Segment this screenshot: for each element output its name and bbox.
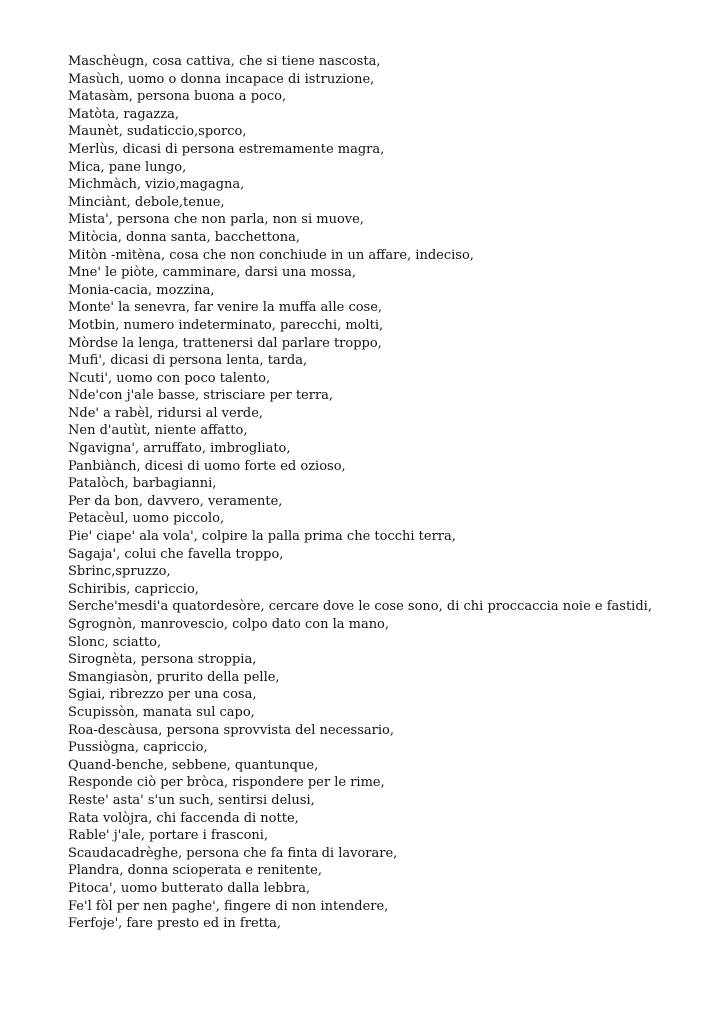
- glossary-entry: Ferfoje', fare presto ed in fretta,: [68, 916, 281, 932]
- glossary-entry: Merlùs, dicasi di persona estremamente magra,: [68, 141, 385, 157]
- glossary-entry: Fe'l fòl per nen paghe', fingere di non intendere,: [68, 898, 389, 914]
- glossary-entry: Responde ciò per bròca, rispondere per le rime,: [68, 775, 385, 791]
- glossary-entry: Patalòch, barbagianni,: [68, 476, 217, 492]
- glossary-entry: Sgrognòn, manrovescio, colpo dato con la mano,: [68, 617, 390, 632]
- glossary-entry: Rable' j'ale, portare i frasconi,: [68, 828, 269, 844]
- glossary-entry: Mne' le piòte, camminare, darsi una mossa,: [68, 265, 356, 281]
- glossary-entry: Minciànt, debole,tenue,: [68, 194, 225, 210]
- glossary-entry: Maschèugn, cosa cattiva, che si tiene nascosta,: [68, 54, 381, 69]
- glossary-entry: Mufi', dicasi di persona lenta, tarda,: [68, 353, 308, 369]
- glossary-entry: Nde'con j'ale basse, strisciare per terra,: [68, 388, 334, 404]
- glossary-entry: Matasàm, persona buona a poco,: [68, 89, 287, 105]
- glossary-entry: Quand-benche, sebbene, quantunque,: [68, 757, 319, 773]
- glossary-entry: Sbrinc,spruzzo,: [68, 564, 171, 580]
- glossary-entry: Smangiasòn, prurito della pelle,: [68, 669, 280, 685]
- glossary-entry: Sgiai, ribrezzo per una cosa,: [68, 687, 257, 703]
- glossary-entry: Sirognèta, persona stroppia,: [68, 652, 257, 668]
- glossary-entry: Panbiànch, dicesi di uomo forte ed ozioso,: [68, 458, 346, 474]
- glossary-entry: Sagaja', colui che favella troppo,: [68, 546, 284, 562]
- glossary-entry: Per da bon, davvero, veramente,: [68, 493, 283, 509]
- glossary-entry: Matòta, ragazza,: [68, 106, 179, 122]
- glossary-entry: Roa-descàusa, persona sprovvista del necessario,: [68, 722, 394, 738]
- glossary-entry: Plandra, donna scioperata e renitente,: [68, 863, 322, 879]
- glossary-entry: Mitòcia, donna santa, bacchettona,: [68, 229, 301, 245]
- glossary-entry: Mista', persona che non parla, non si muove,: [68, 212, 364, 228]
- glossary-entry: Mòrdse la lenga, trattenersi dal parlare troppo,: [68, 335, 382, 351]
- glossary-entry: Ncuti', uomo con poco talento,: [68, 370, 271, 386]
- glossary-entry: Michmàch, vizio,magagna,: [68, 177, 245, 193]
- glossary-entry: Rata volòjra, chi faccenda di notte,: [68, 810, 299, 826]
- glossary-entry: Maunèt, sudaticcio,sporco,: [68, 124, 247, 140]
- glossary-entry: Monia-cacia, mozzina,: [68, 282, 215, 298]
- glossary-entry: Mica, pane lungo,: [68, 159, 187, 175]
- glossary-entry: Nen d'autùt, niente affatto,: [68, 423, 248, 439]
- glossary-entry: Monte' la senevra, far venire la muffa alle cose,: [68, 300, 383, 316]
- glossary-entry: Pussiògna, capriccio,: [68, 740, 208, 756]
- glossary-list: [68, 53, 652, 933]
- glossary-entry: Pie' ciape' ala vola', colpire la palla prima che tocchi terra,: [68, 529, 456, 545]
- glossary-entry: Serche'mesdi'a quatordesòre, cercare dove le cose sono, di chi proccaccia noie e fastidi,: [68, 599, 652, 615]
- glossary-entry: Scupissòn, manata sul capo,: [68, 704, 255, 720]
- glossary-entry: Ngavigna', arruffato, imbrogliato,: [68, 441, 291, 457]
- glossary-entry: Schiribis, capriccio,: [68, 581, 199, 597]
- glossary-entry: Pitoca', uomo butterato dalla lebbra,: [68, 880, 311, 896]
- glossary-entry: Masùch, uomo o donna incapace di istruzione,: [68, 71, 375, 87]
- glossary-entry: Motbin, numero indeterminato, parecchi, molti,: [68, 317, 384, 333]
- glossary-entry: Mitòn -mitèna, cosa che non conchiude in un affare, indeciso,: [68, 247, 474, 263]
- glossary-entry: Scaudacadrèghe, persona che fa finta di lavorare,: [68, 845, 398, 861]
- glossary-entry: Nde' a rabèl, ridursi al verde,: [68, 405, 264, 421]
- glossary-entry: Reste' asta' s'un such, sentirsi delusi,: [68, 792, 315, 808]
- glossary-entry: Slonc, sciatto,: [68, 634, 162, 650]
- glossary-entry: Petacèul, uomo piccolo,: [68, 511, 225, 527]
